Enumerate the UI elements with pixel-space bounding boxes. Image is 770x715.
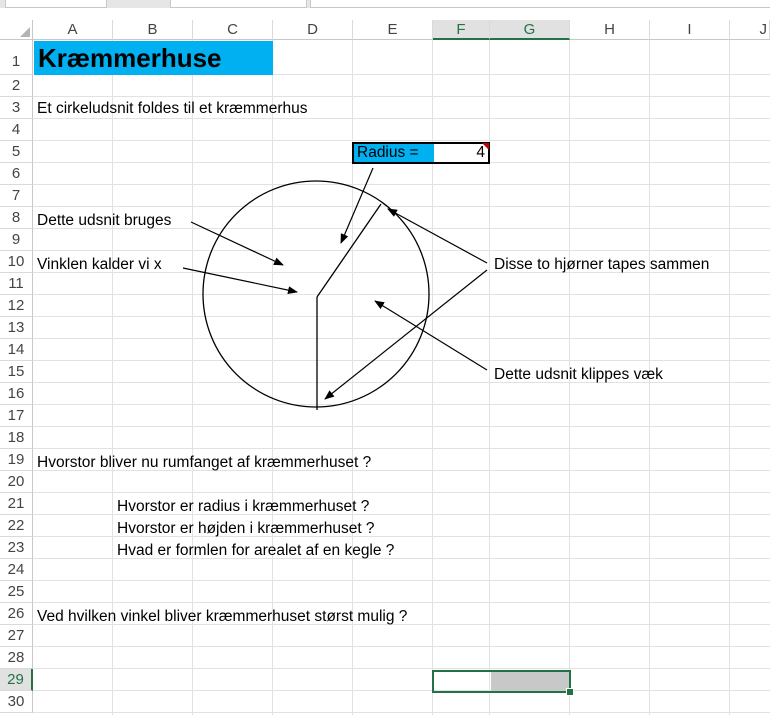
selected-cell-fill <box>491 672 569 691</box>
label-cut-sector[interactable]: Dette udsnit klippes væk <box>494 366 663 383</box>
row-header-17[interactable]: 17 <box>0 405 33 427</box>
question-main[interactable]: Hvorstor bliver nu rumfanget af kræmmerhuset ? <box>37 454 372 471</box>
row-header-21[interactable]: 21 <box>0 493 33 515</box>
selected-range-f29-g29[interactable] <box>432 670 571 693</box>
column-header-g[interactable]: G <box>490 20 570 40</box>
row-header-13[interactable]: 13 <box>0 317 33 339</box>
label-angle[interactable]: Vinklen kalder vi x <box>37 256 162 273</box>
sheet-title[interactable]: Kræmmerhuse <box>34 41 273 75</box>
row-header-26[interactable]: 26 <box>0 603 33 625</box>
row-header-22[interactable]: 22 <box>0 515 33 537</box>
row-header-5[interactable]: 5 <box>0 141 33 163</box>
row-header-24[interactable]: 24 <box>0 559 33 581</box>
row-header-30[interactable]: 30 <box>0 691 33 713</box>
fill-handle[interactable] <box>566 688 574 696</box>
column-header-j[interactable]: J <box>730 20 770 40</box>
sector-edge-diagonal <box>317 204 381 297</box>
row-header-12[interactable]: 12 <box>0 295 33 317</box>
row-header-6[interactable]: 6 <box>0 163 33 185</box>
row-header-15[interactable]: 15 <box>0 361 33 383</box>
row-header-2[interactable]: 2 <box>0 75 33 97</box>
radius-value[interactable]: 4 <box>476 144 485 161</box>
row-header-25[interactable]: 25 <box>0 581 33 603</box>
row-header-10[interactable]: 10 <box>0 251 33 273</box>
arrow-angle <box>183 268 297 292</box>
row-header-28[interactable]: 28 <box>0 647 33 669</box>
question-final[interactable]: Ved hvilken vinkel bliver kræmmerhuset størst mulig ? <box>37 608 408 625</box>
row-header-29[interactable]: 29 <box>0 669 33 691</box>
row-header-1[interactable]: 1 <box>0 40 33 75</box>
column-header-e[interactable]: E <box>353 20 433 40</box>
row-header-7[interactable]: 7 <box>0 185 33 207</box>
row-header-4[interactable]: 4 <box>0 119 33 141</box>
column-header-b[interactable]: B <box>113 20 193 40</box>
row-header-11[interactable]: 11 <box>0 273 33 295</box>
intro-text[interactable]: Et cirkeludsnit foldes til et kræmmerhus <box>37 100 308 117</box>
row-header-18[interactable]: 18 <box>0 427 33 449</box>
row-header-14[interactable]: 14 <box>0 339 33 361</box>
column-header-d[interactable]: D <box>273 20 353 40</box>
label-used-sector[interactable]: Dette udsnit bruges <box>37 212 172 229</box>
circle-outline <box>203 181 429 407</box>
column-header-c[interactable]: C <box>193 20 273 40</box>
column-header-f[interactable]: F <box>433 20 490 40</box>
arrow-radius <box>341 168 373 243</box>
column-header-h[interactable]: H <box>570 20 650 40</box>
row-header-23[interactable]: 23 <box>0 537 33 559</box>
arrow-corner-top <box>388 209 487 263</box>
row-header-3[interactable]: 3 <box>0 97 33 119</box>
column-header-i[interactable]: I <box>650 20 730 40</box>
row-header-16[interactable]: 16 <box>0 383 33 405</box>
row-header-9[interactable]: 9 <box>0 229 33 251</box>
arrow-corner-bottom <box>325 270 487 399</box>
question-radius[interactable]: Hvorstor er radius i kræmmerhuset ? <box>117 498 370 515</box>
arrow-cut-sector <box>375 301 487 370</box>
radius-label: Radius = <box>354 144 434 162</box>
row-header-19[interactable]: 19 <box>0 449 33 471</box>
question-formula[interactable]: Hvad er formlen for arealet af en kegle ? <box>117 542 395 559</box>
row-header-27[interactable]: 27 <box>0 625 33 647</box>
row-header-20[interactable]: 20 <box>0 471 33 493</box>
label-corners[interactable]: Disse to hjørner tapes sammen <box>494 256 710 273</box>
column-header-a[interactable]: A <box>33 20 113 40</box>
question-height[interactable]: Hvorstor er højden i kræmmerhuset ? <box>117 520 375 537</box>
arrow-used-sector <box>191 222 283 265</box>
row-header-8[interactable]: 8 <box>0 207 33 229</box>
